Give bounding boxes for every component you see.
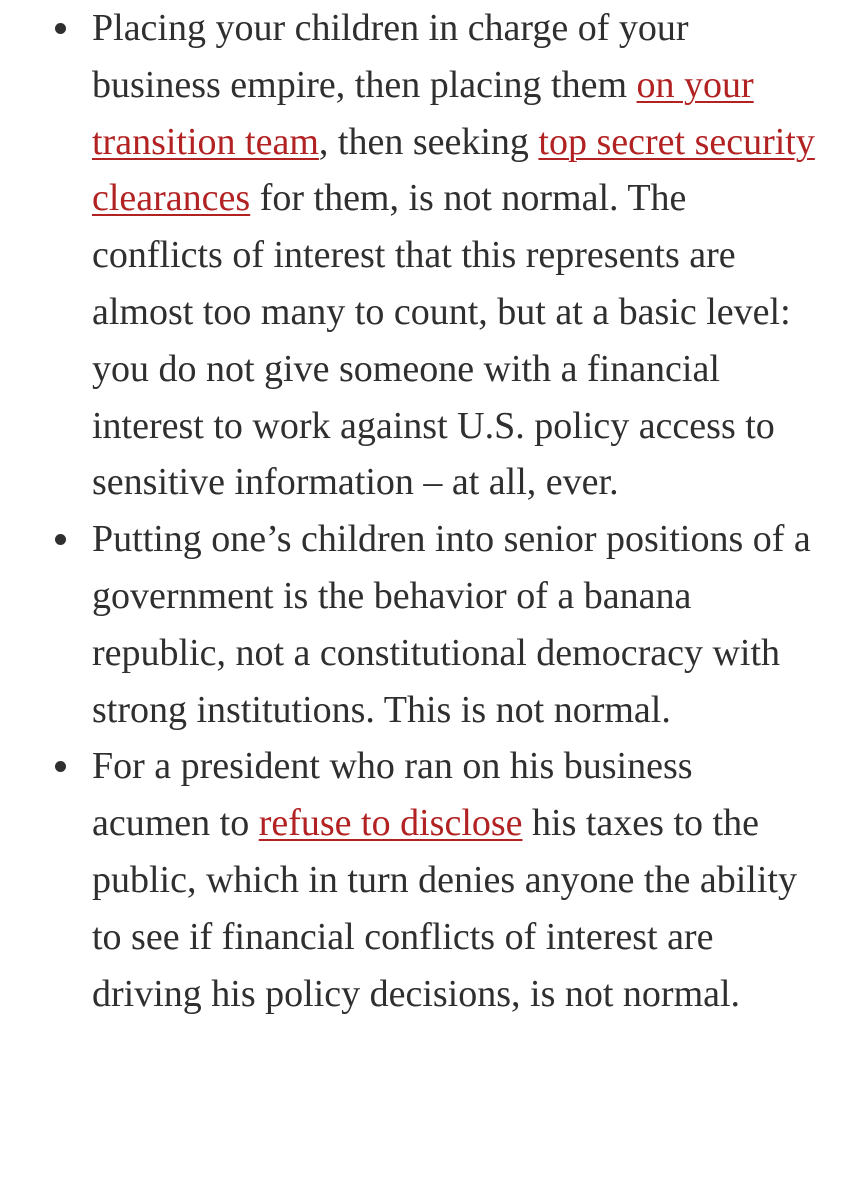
- list-item-text: [92, 7, 815, 503]
- list-item: [0, 738, 854, 1022]
- text-segment: Placing your children in charge of your business empire, then placing them: [92, 7, 689, 106]
- list-item-text: [92, 518, 811, 730]
- bullet-icon: [55, 23, 66, 34]
- transition-team-link[interactable]: on your transition team: [92, 63, 754, 163]
- text-segment: his taxes to the public, which in turn denies anyone the ability to see if financial conflicts of interest are driving his policy decisions, is not normal.: [92, 802, 797, 1015]
- list-item-text: [92, 745, 797, 1014]
- list-item: [0, 511, 854, 738]
- text-segment: for them, is not normal. The conflicts of interest that this represents are almost too many to count, but at a basic level: you do not give someone with a financial interest to work against U.S. policy access to sensitive information – at all, ever.: [92, 177, 791, 504]
- text-segment: For a president who ran on his business acumen to: [92, 745, 693, 845]
- security-clearances-link[interactable]: top secret security clearances: [92, 120, 815, 220]
- refuse-to-disclose-link[interactable]: refuse to disclose: [258, 802, 523, 845]
- bullet-icon: [55, 761, 66, 772]
- bullet-icon: [55, 534, 66, 545]
- text-segment: , then seeking: [318, 120, 539, 163]
- list-item: [0, 0, 854, 511]
- text-segment: Putting one’s children into senior positions of a government is the behavior of a banana republic, not a constitutional democracy with strong institutions. This is not normal.: [92, 518, 811, 731]
